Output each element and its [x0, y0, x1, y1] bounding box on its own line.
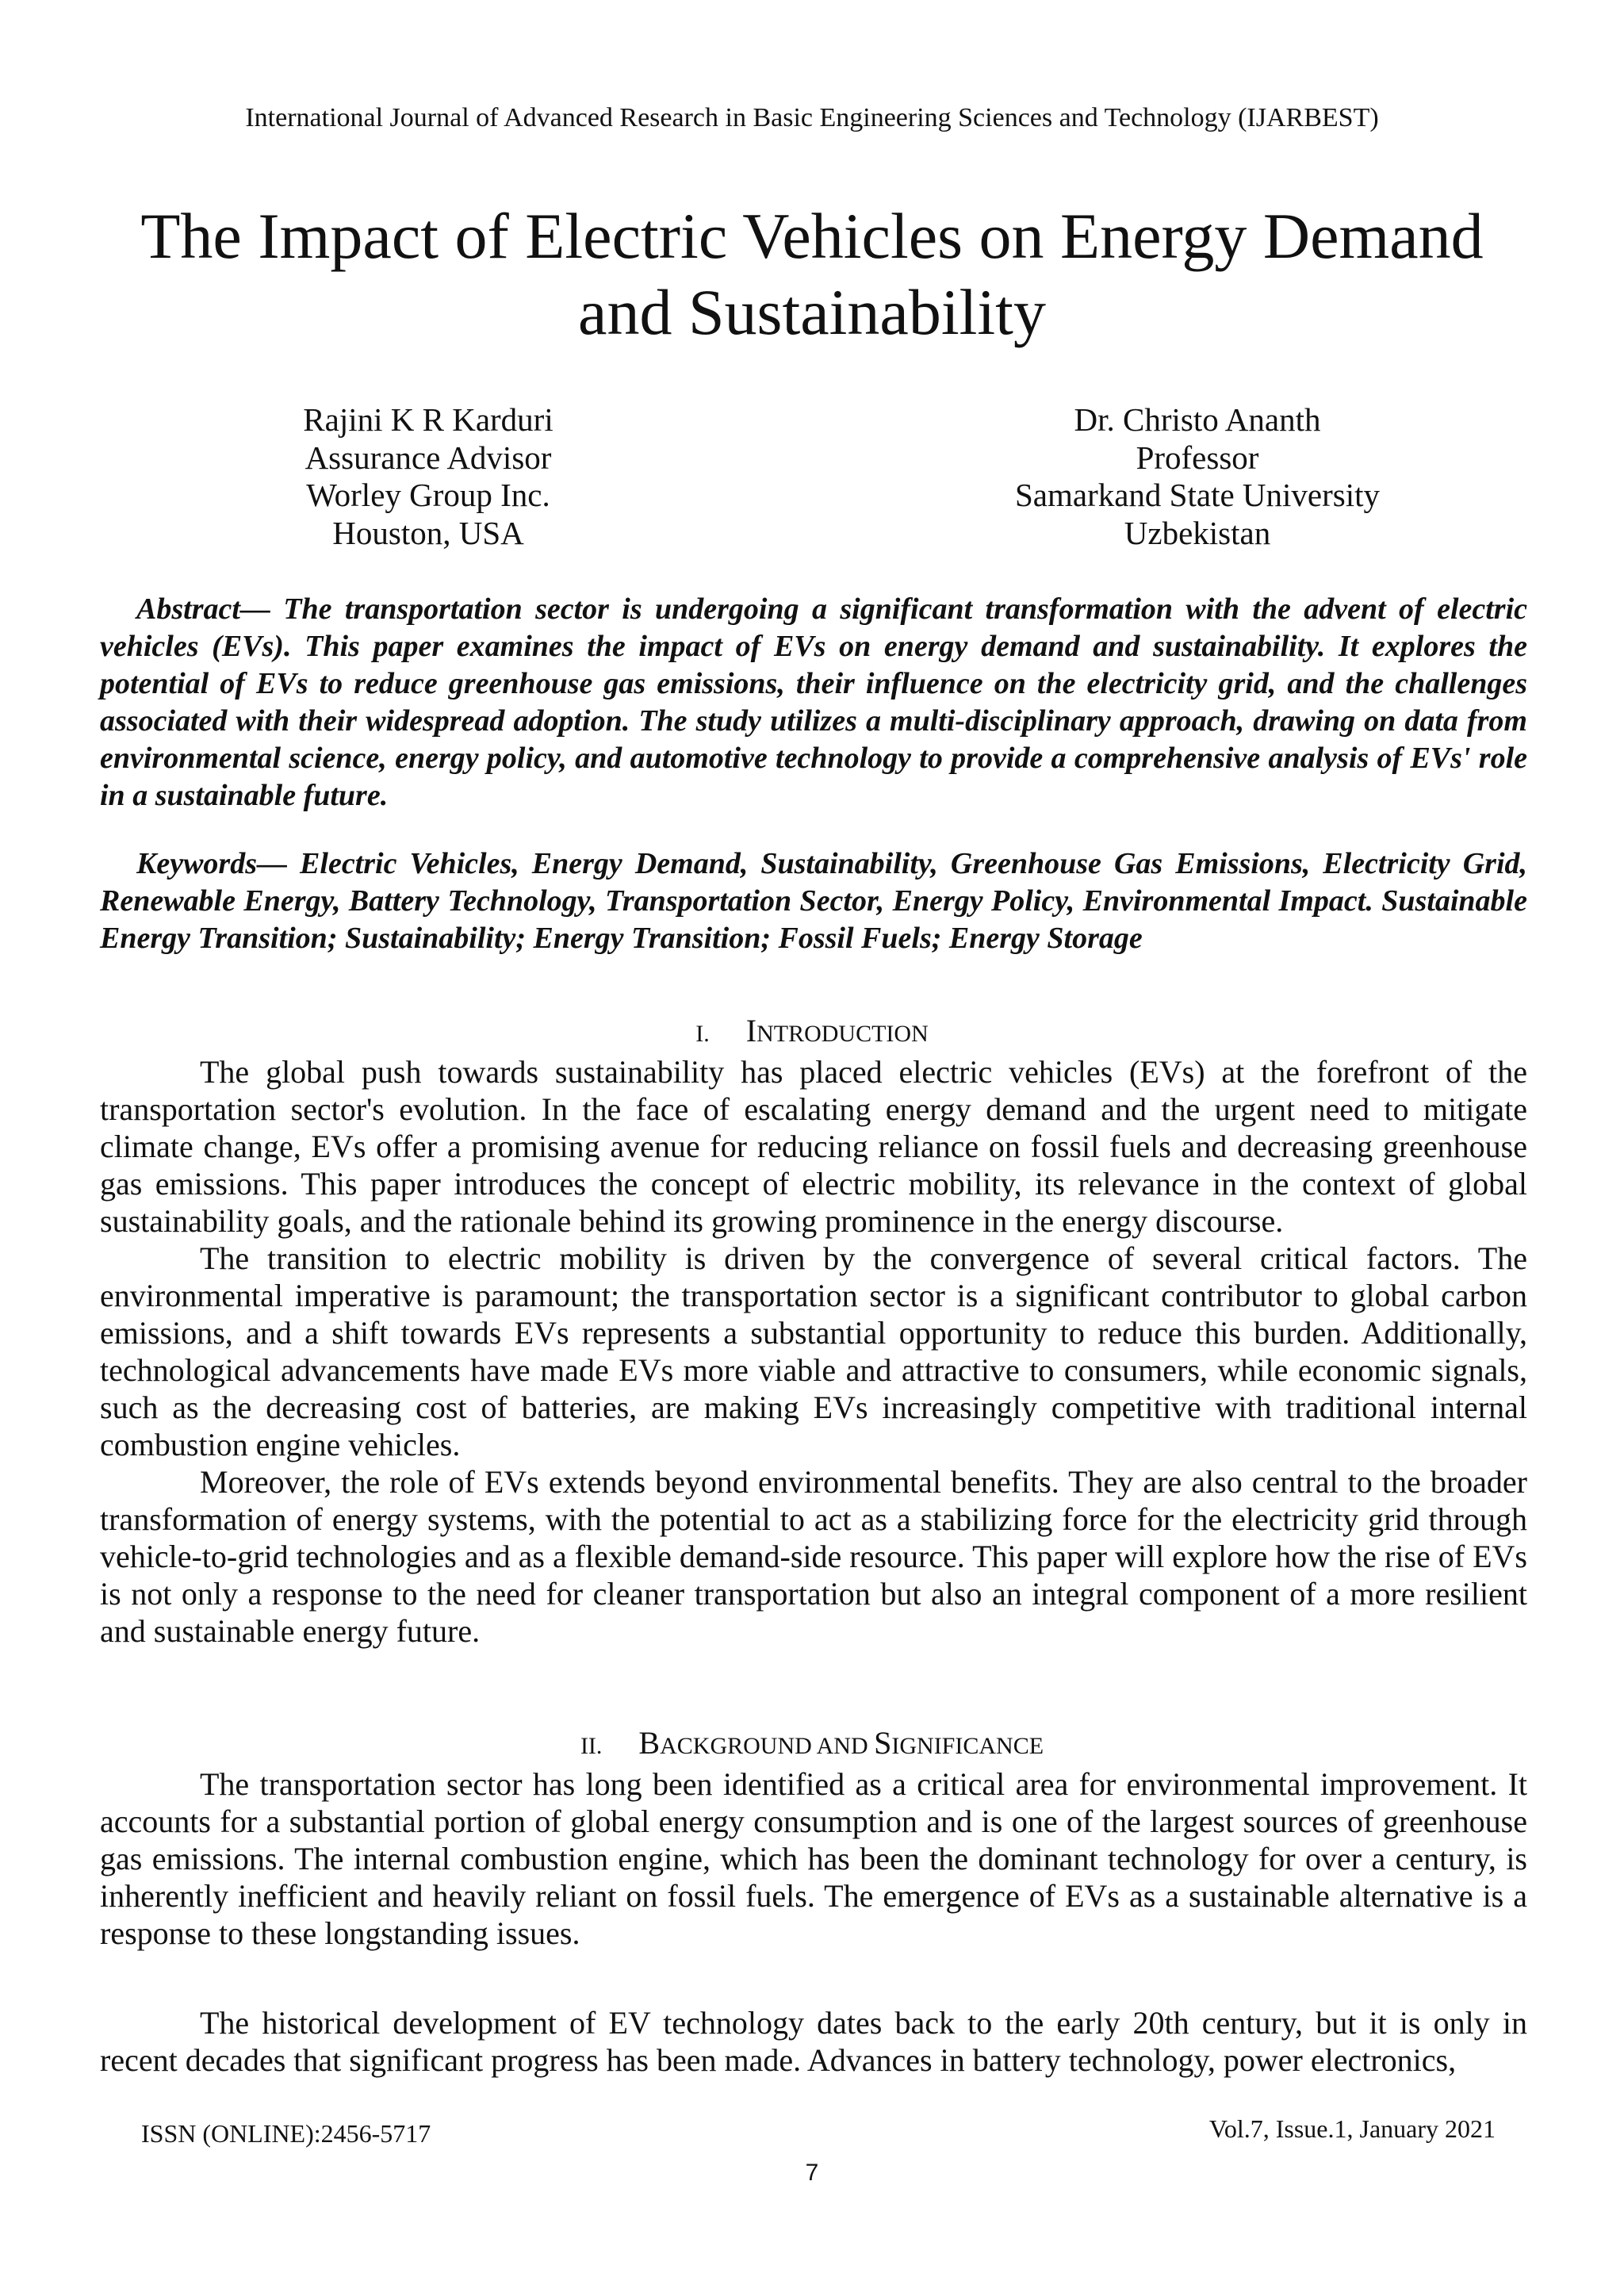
section-number: II.: [580, 1733, 603, 1759]
keywords-text: Electric Vehicles, Energy Demand, Sustainability, Greenhouse Gas Emissions, Electricity Grid, Renewable Energy, Battery Technology, Transportation Sector, Energy Policy, Environmental Impact. Sustainable Energy Transition; Sustainability; Energy Transition; Fossil Fuels; Energy Storage: [100, 847, 1528, 955]
abstract-label: Abstract—: [136, 592, 270, 626]
footer-issn: ISSN (ONLINE):2456-5717: [141, 2119, 431, 2148]
author-block-1: [230, 401, 626, 552]
footer-volume: Vol.7, Issue.1, January 2021: [1208, 2114, 1496, 2143]
section-heading-introduction: [0, 1015, 1624, 1050]
section-heading-rest: IGNIFICANCE: [891, 1733, 1044, 1759]
paragraph: The transition to electric mobility is driven by the convergence of several critical factors. The environmental imperative is paramount; the transportation sector is a significant contributor to global carbon emissions, and a shift towards EVs represents a substantial opportunity to reduce this burden. Additionally, technological advancements have made EVs more viable and attractive to consumers, while economic signals, such as the decreasing cost of batteries, are making EVs increasingly competitive with traditional internal combustion engine vehicles.: [100, 1240, 1527, 1462]
section-heading-rest: NTRODUCTION: [756, 1021, 929, 1047]
section-heading-rest: ACKGROUND AND: [660, 1733, 875, 1759]
section-heading-initial: S: [874, 1725, 892, 1761]
section-heading-initial: I: [745, 1013, 757, 1048]
page-number: 7: [805, 2160, 819, 2186]
paragraph: The historical development of EV technology dates back to the early 20th century, but it is only in recent decades that significant progress has been made. Advances in battery technology, power electronics,: [100, 2005, 1527, 2078]
section-heading-background: [0, 1727, 1624, 1762]
introduction-body: [100, 1053, 1527, 1650]
background-body-1: [100, 1765, 1527, 1952]
abstract: [100, 591, 1527, 815]
section-heading-initial: B: [638, 1725, 661, 1761]
keywords: [100, 845, 1527, 957]
paragraph: The global push towards sustainability has placed electric vehicles (EVs) at the forefront of the transportation sector's evolution. In the face of escalating energy demand and the urgent need to mitigate climate change, EVs offer a promising avenue for reducing reliance on fossil fuels and decreasing greenhouse gas emissions. This paper introduces the concept of electric mobility, its relevance in the context of global sustainability goals, and the rationale behind its growing prominence in the energy discourse.: [100, 1054, 1527, 1239]
author-name: Rajini K R Karduri: [303, 401, 553, 438]
author-role: Professor: [1136, 439, 1259, 476]
paragraph: The transportation sector has long been identified as a critical area for environmental improvement. It accounts for a substantial portion of global energy consumption and is one of the largest sources of greenhouse gas emissions. The internal combustion engine, which has been the dominant technology for over a century, is inherently inefficient and heavily reliant on fossil fuels. The emergence of EVs as a sustainable alternative is a response to these longstanding issues.: [100, 1766, 1527, 1951]
keywords-label: Keywords—: [136, 847, 287, 880]
background-body-2: [100, 2004, 1527, 2079]
paper-title: The Impact of Electric Vehicles on Energy Demand and Sustainability: [140, 200, 1484, 348]
abstract-text: The transportation sector is undergoing a significant transformation with the advent of electric vehicles (EVs). This paper examines the impact of EVs on energy demand and sustainability. It explores the potential of EVs to reduce greenhouse gas emissions, their influence on the electricity grid, and the challenges associated with their widespread adoption. The study utilizes a multi-disciplinary approach, drawing on data from environmental science, energy policy, and automotive technology to provide a comprehensive analysis of EVs' role in a sustainable future.: [100, 592, 1528, 812]
author-block-2: [959, 401, 1435, 552]
author-affiliation: Worley Group Inc.: [306, 477, 550, 513]
journal-header: International Journal of Advanced Research in Basic Engineering Sciences and Technology (IJARBEST): [245, 103, 1379, 132]
author-location: Houston, USA: [332, 514, 524, 551]
author-location: Uzbekistan: [1124, 514, 1271, 551]
section-number: I.: [695, 1021, 710, 1047]
author-affiliation: Samarkand State University: [1014, 477, 1380, 513]
paragraph: Moreover, the role of EVs extends beyond environmental benefits. They are also central to the broader transformation of energy systems, with the potential to act as a stabilizing force for the electricity grid through vehicle-to-grid technologies and as a flexible demand-side resource. This paper will explore how the rise of EVs is not only a response to the need for cleaner transportation but also an integral component of a more resilient and sustainable energy future.: [100, 1464, 1527, 1649]
author-role: Assurance Advisor: [304, 439, 552, 476]
author-name: Dr. Christo Ananth: [1074, 401, 1321, 438]
